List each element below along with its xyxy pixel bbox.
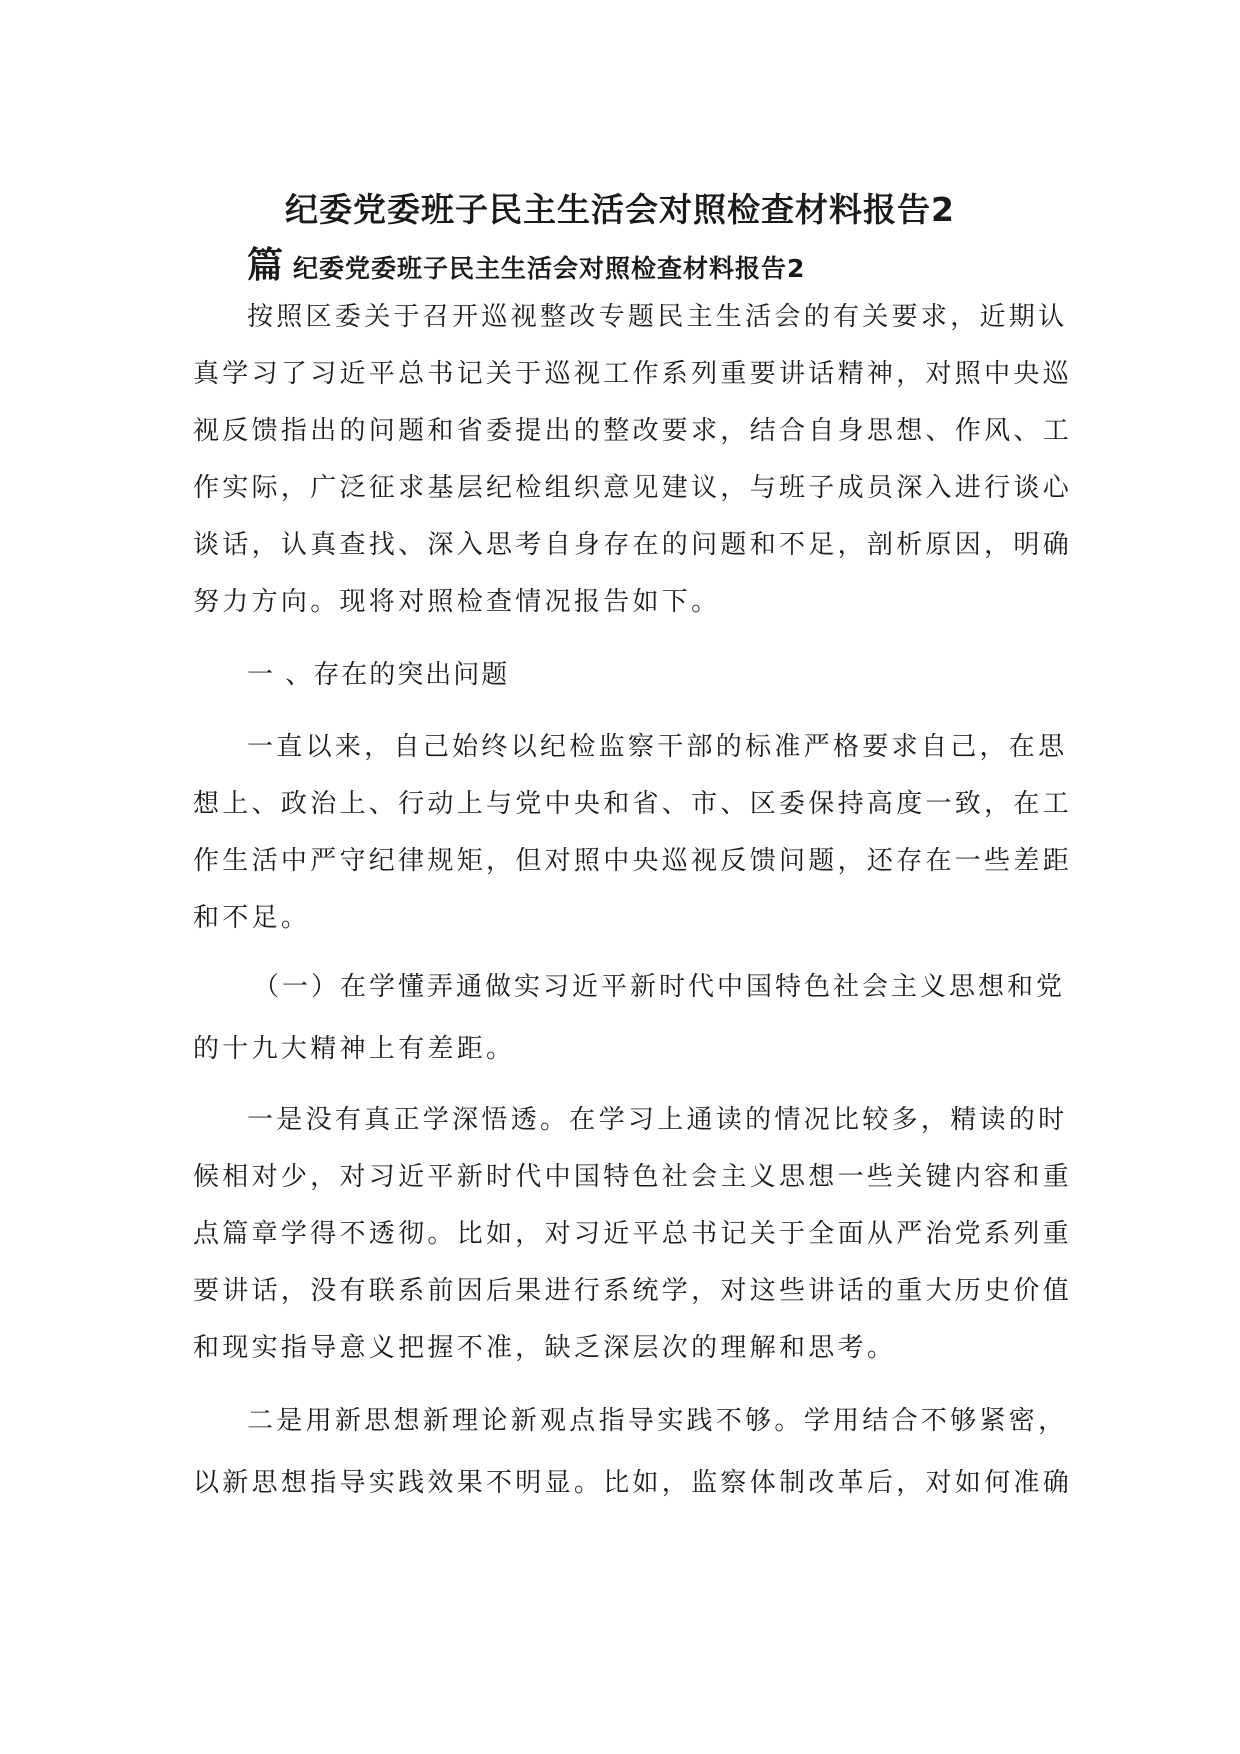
intro-line: 努力方向。现将对照检查情况报告如下。: [193, 587, 721, 617]
paragraph-line: 一是没有真正学深悟透。在学习上通读的情况比较多，精读的时: [247, 1105, 1068, 1135]
paragraph-line: 和不足。: [193, 903, 311, 933]
subsection-heading: 的十九大精神上有差距。: [193, 1034, 516, 1064]
section-heading: 一 、存在的突出问题: [247, 660, 510, 690]
paragraph-line: 一直以来，自己始终以纪检监察干部的标准严格要求自己，在思: [247, 732, 1068, 762]
paragraph-line: 想上、政治上、行动上与党中央和省、市、区委保持高度一致，在工: [193, 789, 1073, 819]
intro-line: 真学习了习近平总书记关于巡视工作系列重要讲话精神，对照中央巡: [193, 359, 1073, 389]
paragraph-line: 二是用新思想新理论新观点指导实践不够。学用结合不够紧密，: [247, 1406, 1068, 1436]
subsection-heading: （一）在学懂弄通做实习近平新时代中国特色社会主义思想和党: [253, 972, 1066, 1002]
intro-line: 作实际，广泛征求基层纪检组织意见建议，与班子成员深入进行谈心: [193, 473, 1073, 503]
paragraph-line: 和现实指导意义把握不准，缺乏深层次的理解和思考。: [193, 1333, 897, 1363]
intro-line: 视反馈指出的问题和省委提出的整改要求，结合自身思想、作风、工: [193, 416, 1073, 446]
paragraph-line: 要讲话，没有联系前因后果进行系统学，对这些讲话的重大历史价值: [193, 1276, 1073, 1306]
paragraph-line: 点篇章学得不透彻。比如，对习近平总书记关于全面从严治党系列重: [193, 1219, 1073, 1249]
document-title: 纪委党委班子民主生活会对照检查材料报告2: [285, 190, 955, 229]
subtitle-text: 纪委党委班子民主生活会对照检查材料报告2: [293, 254, 806, 283]
intro-line: 谈话，认真查找、深入思考自身存在的问题和不足，剖析原因，明确: [193, 530, 1073, 560]
paragraph-line: 作生活中严守纪律规矩，但对照中央巡视反馈问题，还存在一些差距: [193, 846, 1073, 876]
document-subtitle: [247, 244, 805, 294]
paragraph-line: 以新思想指导实践效果不明显。比如，监察体制改革后，对如何准确: [193, 1468, 1073, 1498]
intro-line: 按照区委关于召开巡视整改专题民主生活会的有关要求，近期认: [247, 302, 1068, 332]
paragraph-line: 候相对少，对习近平新时代中国特色社会主义思想一些关键内容和重: [193, 1162, 1073, 1192]
subtitle-prefix: 篇: [247, 245, 284, 286]
